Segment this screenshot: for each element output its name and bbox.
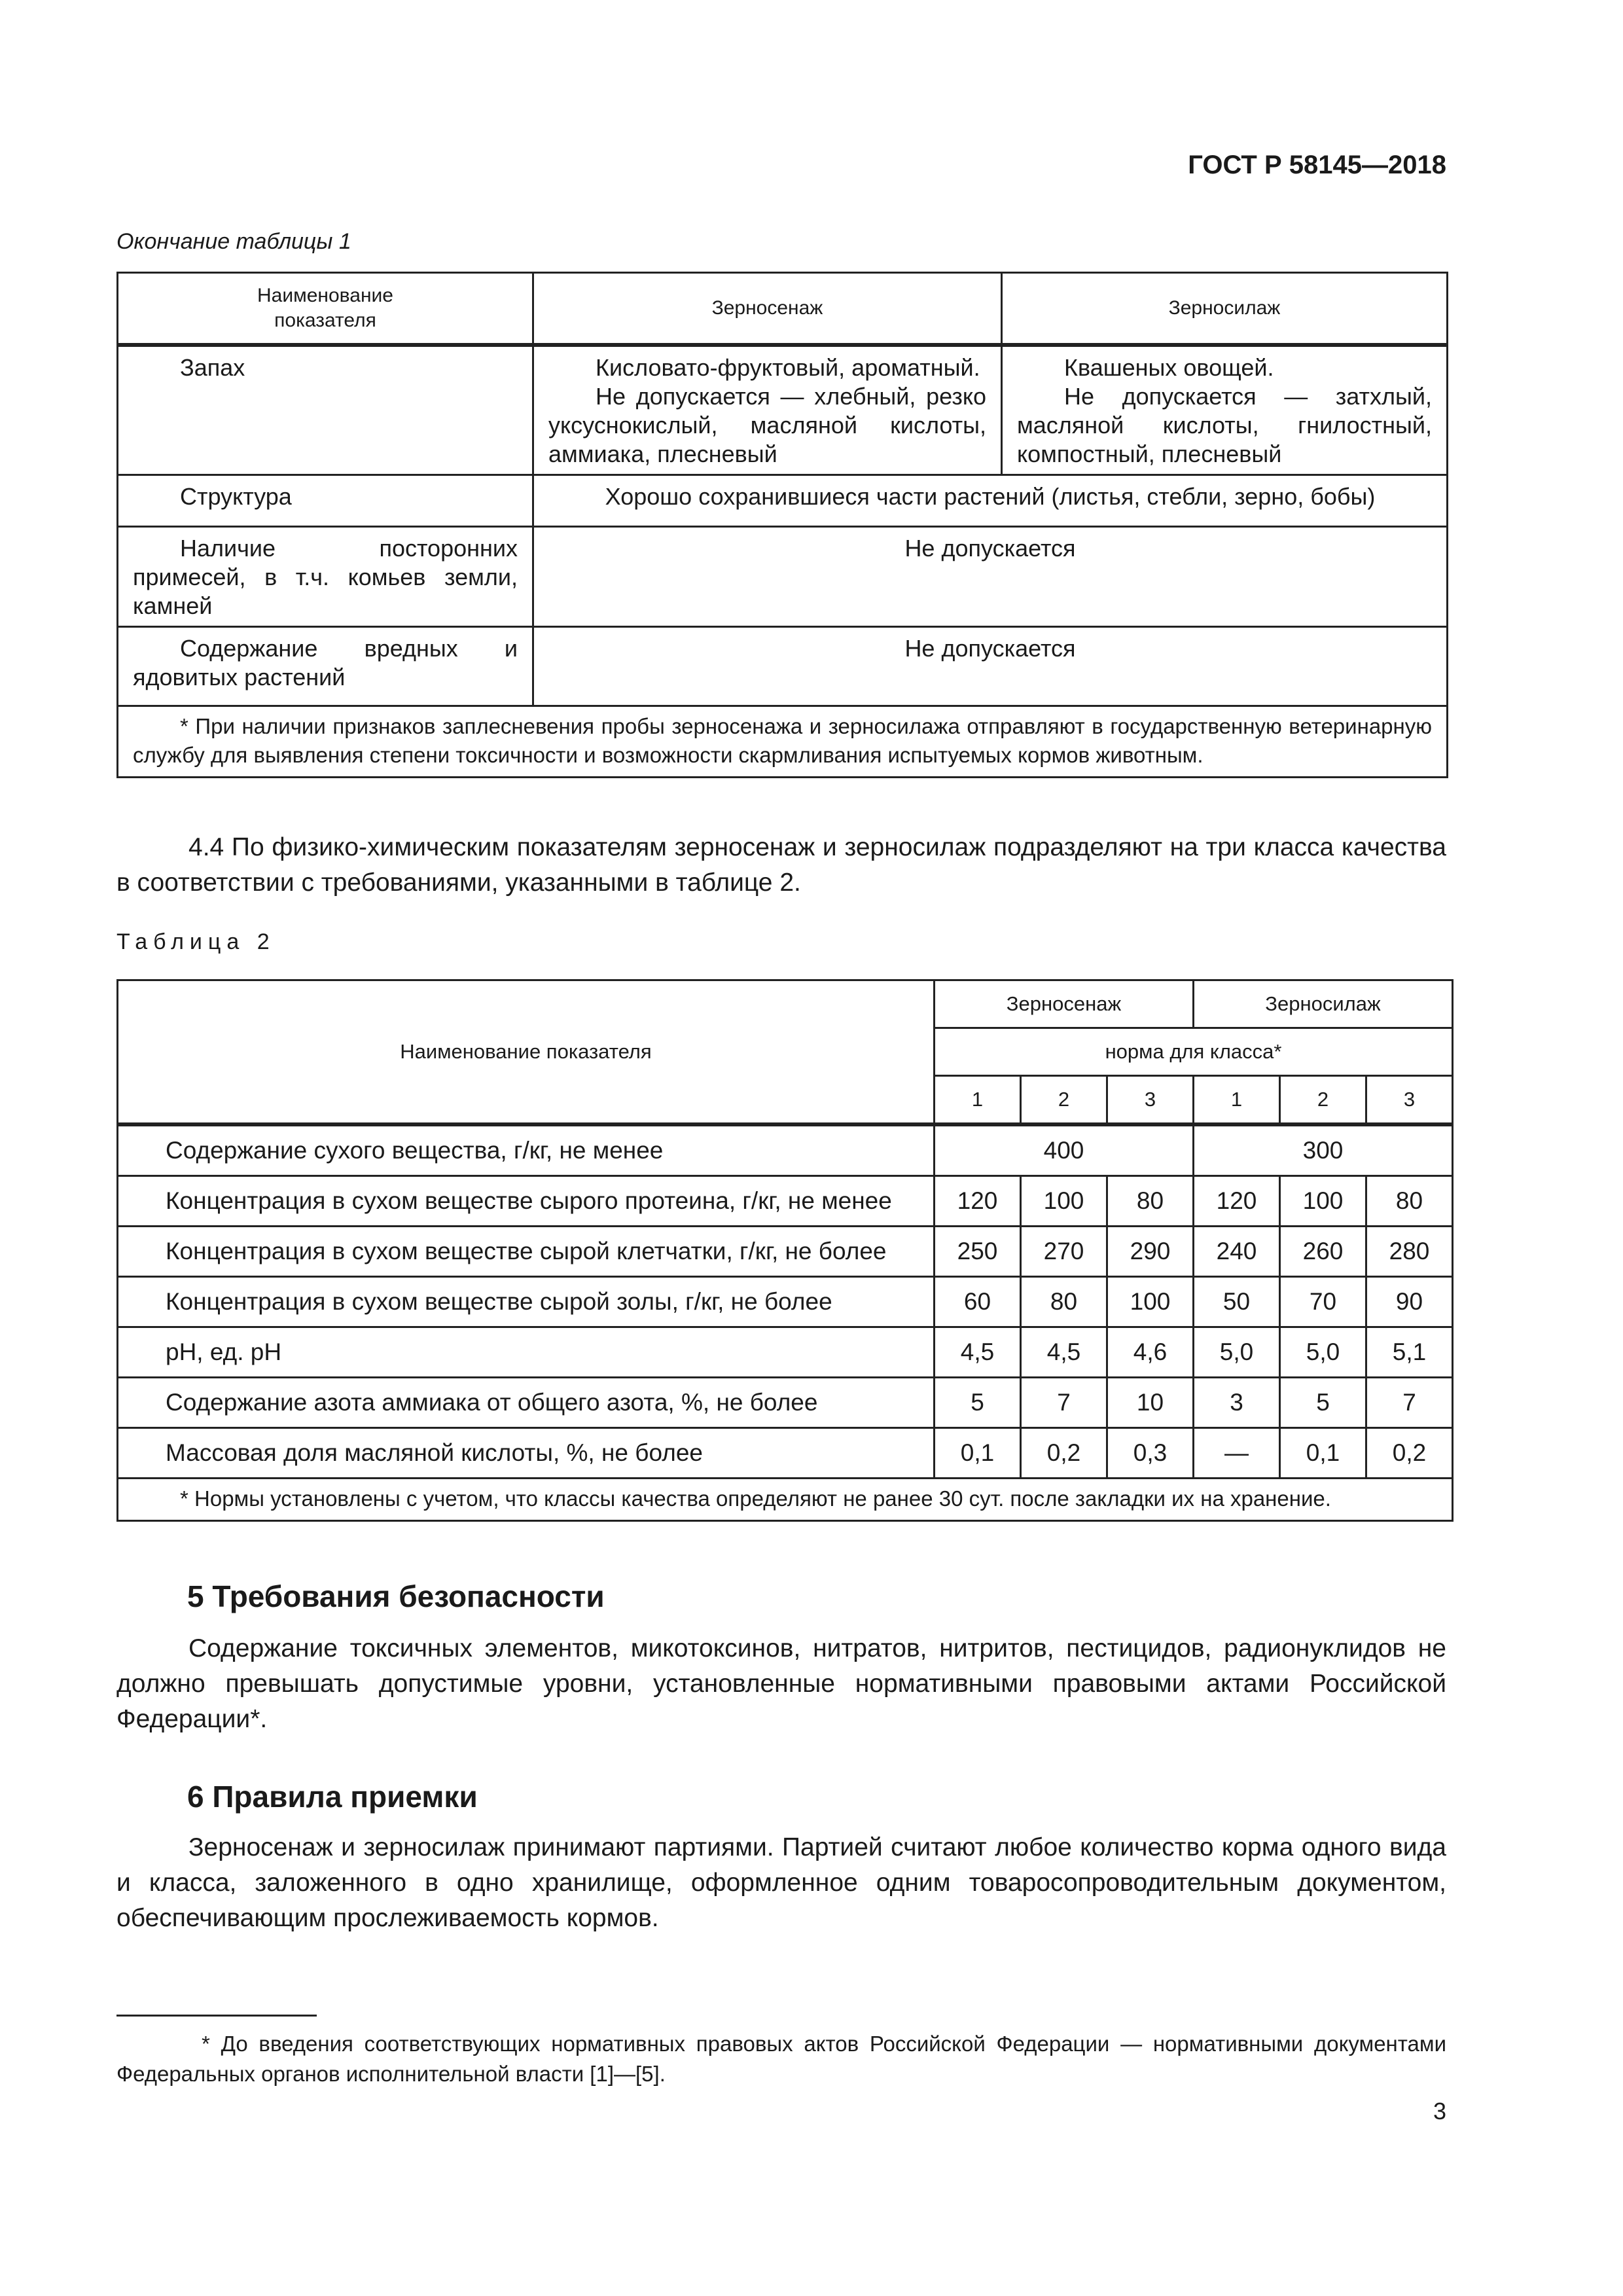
footnote-separator — [116, 2015, 317, 2017]
table-row — [118, 627, 1448, 706]
section6-title: 6 Правила приемки — [187, 1780, 478, 1814]
row-name: Структура — [118, 475, 533, 527]
row-name: Запах — [118, 345, 533, 475]
section5-title: 5 Требования безопасности — [187, 1579, 605, 1613]
cell: 260 — [1280, 1227, 1366, 1277]
section5-text: Содержание токсичных элементов, микотоксинов, нитратов, нитритов, пестицидов, радионуклидов не должно превышать допустимые уровни, установленные нормативными правовыми актами Российской Федерации*. — [116, 1634, 1446, 1733]
table1-header-name: Наименование показателя — [118, 273, 533, 346]
cell: 120 — [935, 1176, 1021, 1227]
cell: 0,2 — [1021, 1428, 1107, 1479]
cell: 5 — [935, 1378, 1021, 1428]
table-row — [118, 1227, 1453, 1277]
table2-header-norm: норма для класса* — [935, 1028, 1453, 1076]
table2-header-name: Наименование показателя — [118, 980, 935, 1125]
smell-haylage-line2: Не допускается — хлебный, резко уксуснокислый, масляной кислоты, аммиака, плесневый — [548, 383, 986, 467]
row-name: Концентрация в сухом веществе сырого протеина, г/кг, не менее — [118, 1176, 935, 1227]
cell: 5,1 — [1366, 1327, 1453, 1378]
row-value-silage — [1002, 345, 1448, 475]
table1-header-grain-silage: Зерносилаж — [1002, 273, 1448, 346]
cell: 0,3 — [1107, 1428, 1194, 1479]
page-number: 3 — [1433, 2098, 1446, 2125]
smell-haylage-line1: Кисловато-фруктовый, ароматный. — [596, 354, 980, 381]
table1-header-grain-haylage: Зерносенаж — [533, 273, 1002, 346]
smell-silage-line1: Квашеных овощей. — [1064, 354, 1274, 381]
cell: 60 — [935, 1277, 1021, 1327]
table2 — [116, 979, 1454, 1522]
table2-note-row — [118, 1479, 1453, 1521]
cell: 7 — [1366, 1378, 1453, 1428]
table-row — [118, 527, 1448, 627]
footnote-text: * До введения соответствующих нормативных правовых актов Российской Федерации — нормативными документами Федеральных органов исполнительной власти [1]—[5]. — [116, 2032, 1446, 2086]
paragraph-4-4 — [116, 830, 1446, 901]
row-name: Содержание вредных и ядовитых растений — [118, 627, 533, 706]
cell: — — [1194, 1428, 1280, 1479]
table1-header-row — [118, 273, 1448, 346]
cell: 4,5 — [935, 1327, 1021, 1378]
cell: 240 — [1194, 1227, 1280, 1277]
table-row — [118, 1327, 1453, 1378]
cell: 80 — [1021, 1277, 1107, 1327]
table2-note: * Нормы установлены с учетом, что классы качества определяют не ранее 30 сут. после закладки их на хранение. — [118, 1479, 1453, 1521]
row-name: Массовая доля масляной кислоты, %, не более — [118, 1428, 935, 1479]
cell: 80 — [1107, 1176, 1194, 1227]
section5-body — [116, 1631, 1446, 1737]
table1-note-row — [118, 706, 1448, 778]
table-row — [118, 1277, 1453, 1327]
document-code: ГОСТ Р 58145—2018 — [1188, 151, 1446, 179]
table-row — [118, 1428, 1453, 1479]
cell: 0,1 — [1280, 1428, 1366, 1479]
cell: 280 — [1366, 1227, 1453, 1277]
table2-header-silage: Зерносилаж — [1194, 980, 1453, 1028]
row-value-silage: 300 — [1194, 1124, 1453, 1176]
row-name: Содержание азота аммиака от общего азота, %, не более — [118, 1378, 935, 1428]
cell: 0,2 — [1366, 1428, 1453, 1479]
class-header: 1 — [1194, 1076, 1280, 1125]
row-value-haylage: 400 — [935, 1124, 1194, 1176]
class-header: 3 — [1107, 1076, 1194, 1125]
section6-text: Зерносенаж и зерносилаж принимают партиями. Партией считают любое количество корма одного вида и класса, заложенного в одно хранилище, оформленное одним товаросопроводительным документом, обеспечивающим прослеживаемость кормов. — [116, 1833, 1446, 1932]
table1-note: * При наличии признаков заплесневения пробы зерносенажа и зерносилажа отправляют в государственную ветеринарную службу для выявления степени токсичности и возможности скармливания испытуемых кормов животным. — [118, 706, 1448, 778]
table2-label: Таблица 2 — [116, 929, 276, 954]
row-value-merged: Хорошо сохранившиеся части растений (листья, стебли, зерно, бобы) — [533, 475, 1448, 527]
row-value-haylage — [533, 345, 1002, 475]
cell: 5,0 — [1194, 1327, 1280, 1378]
cell: 3 — [1194, 1378, 1280, 1428]
row-name: Концентрация в сухом веществе сырой золы, г/кг, не более — [118, 1277, 935, 1327]
cell: 290 — [1107, 1227, 1194, 1277]
class-header: 2 — [1021, 1076, 1107, 1125]
cell: 90 — [1366, 1277, 1453, 1327]
paragraph-4-4-text: 4.4 По физико-химическим показателям зерносенаж и зерносилаж подразделяют на три класса качества в соответствии с требованиями, указанными в таблице 2. — [116, 833, 1446, 897]
cell: 120 — [1194, 1176, 1280, 1227]
table1 — [116, 272, 1448, 778]
cell: 70 — [1280, 1277, 1366, 1327]
cell: 0,1 — [935, 1428, 1021, 1479]
cell: 5,0 — [1280, 1327, 1366, 1378]
table-row — [118, 1124, 1453, 1176]
row-name: рН, ед. рН — [118, 1327, 935, 1378]
smell-silage-line2: Не допускается — затхлый, масляной кислоты, гнилостный, компостный, плесневый — [1017, 383, 1432, 467]
table-row — [118, 475, 1448, 527]
table2-header-row-1 — [118, 980, 1453, 1028]
class-header: 2 — [1280, 1076, 1366, 1125]
cell: 5 — [1280, 1378, 1366, 1428]
cell: 100 — [1107, 1277, 1194, 1327]
table2-header-haylage: Зерносенаж — [935, 980, 1194, 1028]
class-header: 3 — [1366, 1076, 1453, 1125]
cell: 100 — [1021, 1176, 1107, 1227]
cell: 50 — [1194, 1277, 1280, 1327]
table-row — [118, 345, 1448, 475]
section6-body — [116, 1830, 1446, 1936]
cell: 250 — [935, 1227, 1021, 1277]
cell: 7 — [1021, 1378, 1107, 1428]
cell: 10 — [1107, 1378, 1194, 1428]
cell: 80 — [1366, 1176, 1453, 1227]
cell: 270 — [1021, 1227, 1107, 1277]
cell: 4,5 — [1021, 1327, 1107, 1378]
row-name: Содержание сухого вещества, г/кг, не менее — [118, 1124, 935, 1176]
row-name: Наличие посторонних примесей, в т.ч. комьев земли, камней — [118, 527, 533, 627]
row-name: Концентрация в сухом веществе сырой клетчатки, г/кг, не более — [118, 1227, 935, 1277]
row-value-merged: Не допускается — [533, 527, 1448, 627]
cell: 100 — [1280, 1176, 1366, 1227]
table1-caption: Окончание таблицы 1 — [116, 229, 351, 254]
cell: 4,6 — [1107, 1327, 1194, 1378]
table-row — [118, 1176, 1453, 1227]
footnote — [116, 2029, 1446, 2089]
table-row — [118, 1378, 1453, 1428]
class-header: 1 — [935, 1076, 1021, 1125]
row-value-merged: Не допускается — [533, 627, 1448, 706]
